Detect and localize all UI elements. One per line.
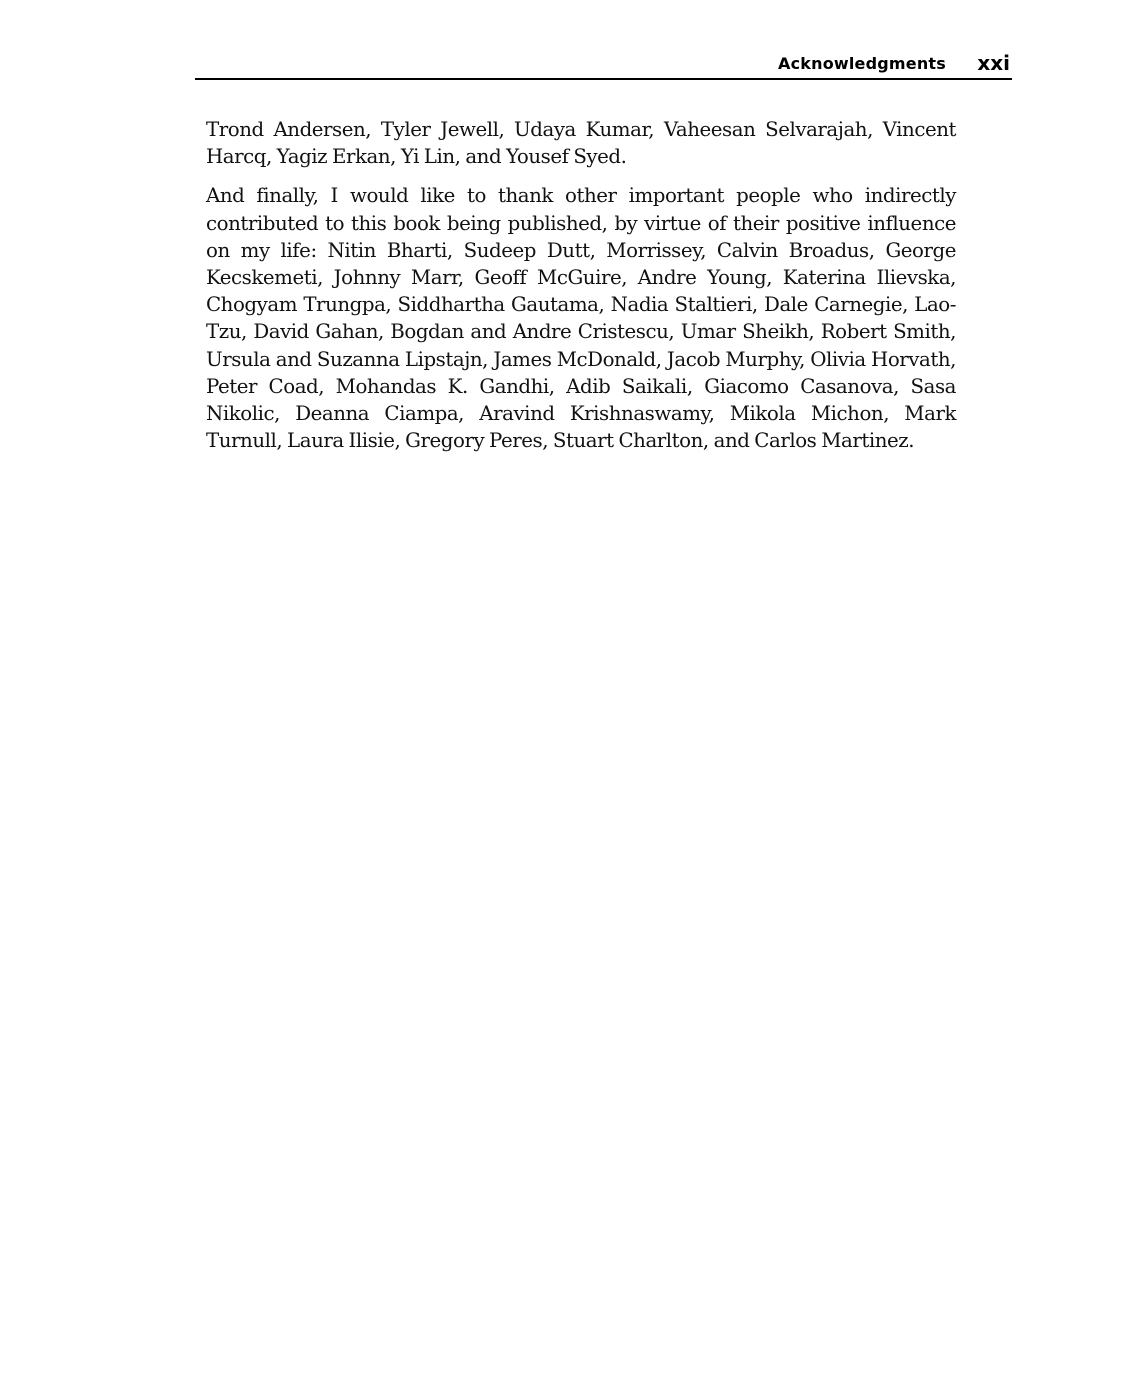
- paragraph: Trond Andersen, Tyler Jewell, Udaya Kumar, Vaheesan Selvarajah, Vincent Harcq, Yagiz Erkan, Yi Lin, and Yousef Syed.: [206, 118, 956, 169]
- acknowledgments-body: [206, 116, 956, 466]
- running-head: [195, 52, 1012, 80]
- paragraph: And finally, I would like to thank other important people who indirectly contributed to this book being published, by virtue of their positive influence on my life: Nitin Bharti, Sudeep Dutt, Morrissey, Calvin Broadus, George Kecskemeti, Johnny Marr, Geoff McGuire, Andre Young, Katerina Ilievska, Chogyam Trungpa, Siddhartha Gautama, Nadia Staltieri, Dale Carnegie, Lao-Tzu, David Gahan, Bogdan and Andre Cristescu, Umar Sheikh, Robert Smith, Ursula and Suzanna Lipstajn, James McDonald, Jacob Murphy, Olivia Horvath, Peter Coad, Mohandas K. Gandhi, Adib Saikali, Giacomo Casanova, Sasa Nikolic, Deanna Ciampa, Aravind Krishnaswamy, Mikola Michon, Mark Turnull, Laura Ilisie, Gregory Peres, Stuart Charlton, and Carlos Martinez.: [206, 184, 956, 453]
- section-title: Acknowledgments: [778, 54, 946, 73]
- page-number: xxi: [977, 51, 1010, 75]
